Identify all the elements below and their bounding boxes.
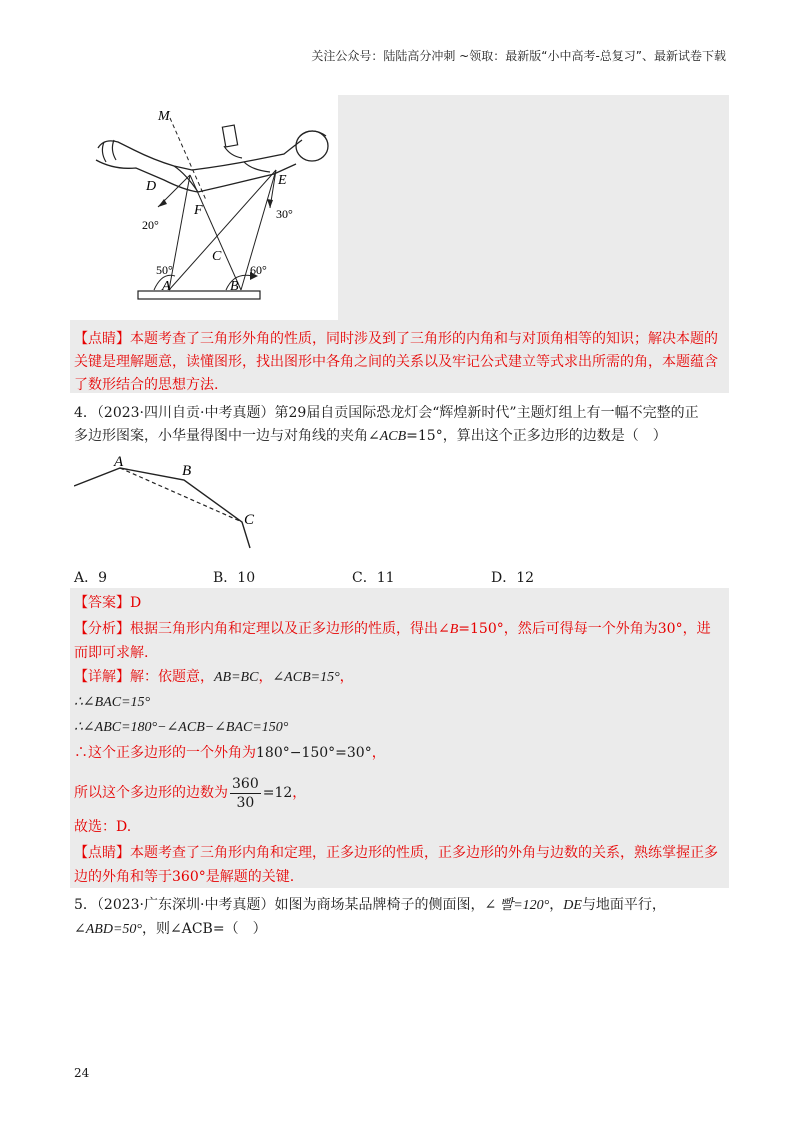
answer-line: 【答案】D xyxy=(74,595,142,611)
choice-b[interactable]: B．10 xyxy=(213,570,256,586)
detail-line1: 【详解】解：依题意，AB=BC，∠ACB=15°， xyxy=(74,669,354,685)
q3-comment-line2: 关键是理解题意，读懂图形，找出图形中各角之间的关系以及牢记公式建立等式求出所需的角，本题蕴含 xyxy=(74,354,718,370)
detail-line4: ∴这个正多边形的一个外角为180°−150°=30°， xyxy=(74,745,386,761)
angle-20: 20° xyxy=(142,218,159,232)
poly-label-C: C xyxy=(244,512,255,528)
q4-line2: 多边形图案，小华量得图中一边与对角线的夹角∠ACB=15°，算出这个正多边形的边数是（ ） xyxy=(74,428,667,444)
choice-d[interactable]: D．12 xyxy=(491,570,535,586)
detail-line2: ∴∠BAC=15° xyxy=(74,695,151,710)
q5-line1: 5．（2023·广东深圳·中考真题）如图为商场某品牌椅子的侧面图，∠ 빨=120°，DE与地面平行， xyxy=(74,897,666,913)
q4-comment-line1: 【点睛】本题考查了三角形内角和定理，正多边形的性质，正多边形的外角与边数的关系，熟练掌握正多 xyxy=(74,845,718,861)
analysis-line2: 而即可求解. xyxy=(74,645,149,661)
angle-30: 30° xyxy=(276,207,293,221)
choice-c[interactable]: C．11 xyxy=(352,570,395,586)
page-header: 关注公众号：陆陆高分冲刺 ~领取：最新版“小中高考-总复习”、最新试卷下载 xyxy=(311,49,726,63)
fraction-360-30: $\frac{360}{30}$ xyxy=(232,775,259,811)
q4-line1: 4．（2023·四川自贡·中考真题）第29届自贡国际恐龙灯会“辉煌新时代”主题灯组上有一幅不完整的正 xyxy=(74,405,699,421)
page-number: 24 xyxy=(74,1066,90,1080)
choice-a[interactable]: A．9 xyxy=(74,570,108,586)
q3-comment-line1: 【点睛】本题考查了三角形外角的性质，同时涉及到了三角形的内角和与对顶角相等的知识；解决本题的 xyxy=(74,331,718,347)
reflection-figure xyxy=(74,100,344,312)
label-E: E xyxy=(278,173,287,188)
q5-line2: ∠ABD=50°，则∠ACB=（ ） xyxy=(74,921,267,937)
label-D: D xyxy=(146,179,157,194)
angle-60: 60° xyxy=(250,263,267,277)
angle-50: 50° xyxy=(156,263,173,277)
q4-comment-line2: 边的外角和等于360°是解题的关键. xyxy=(74,869,295,885)
figure-shade-right xyxy=(338,95,729,320)
label-F: F xyxy=(194,203,203,218)
detail-line6: 故选：D. xyxy=(74,819,132,835)
label-B: B xyxy=(230,279,239,294)
poly-label-A: A xyxy=(114,454,124,470)
detail-line3: ∴∠ABC=180°−∠ACB−∠BAC=150° xyxy=(74,720,289,735)
label-C: C xyxy=(212,249,222,264)
poly-label-B: B xyxy=(182,463,192,479)
polygon-figure xyxy=(74,452,274,552)
detail-line5: 所以这个多边形的边数为 $\frac{360}{30}$ =12， xyxy=(74,775,307,811)
label-A: A xyxy=(162,279,171,294)
analysis-line1: 【分析】根据三角形内角和定理以及正多边形的性质，得出∠B=150°，然后可得每一个外角为30°，进 xyxy=(74,621,711,637)
label-M: M xyxy=(158,109,170,124)
q3-comment-line3: 了数形结合的思想方法. xyxy=(74,377,219,393)
